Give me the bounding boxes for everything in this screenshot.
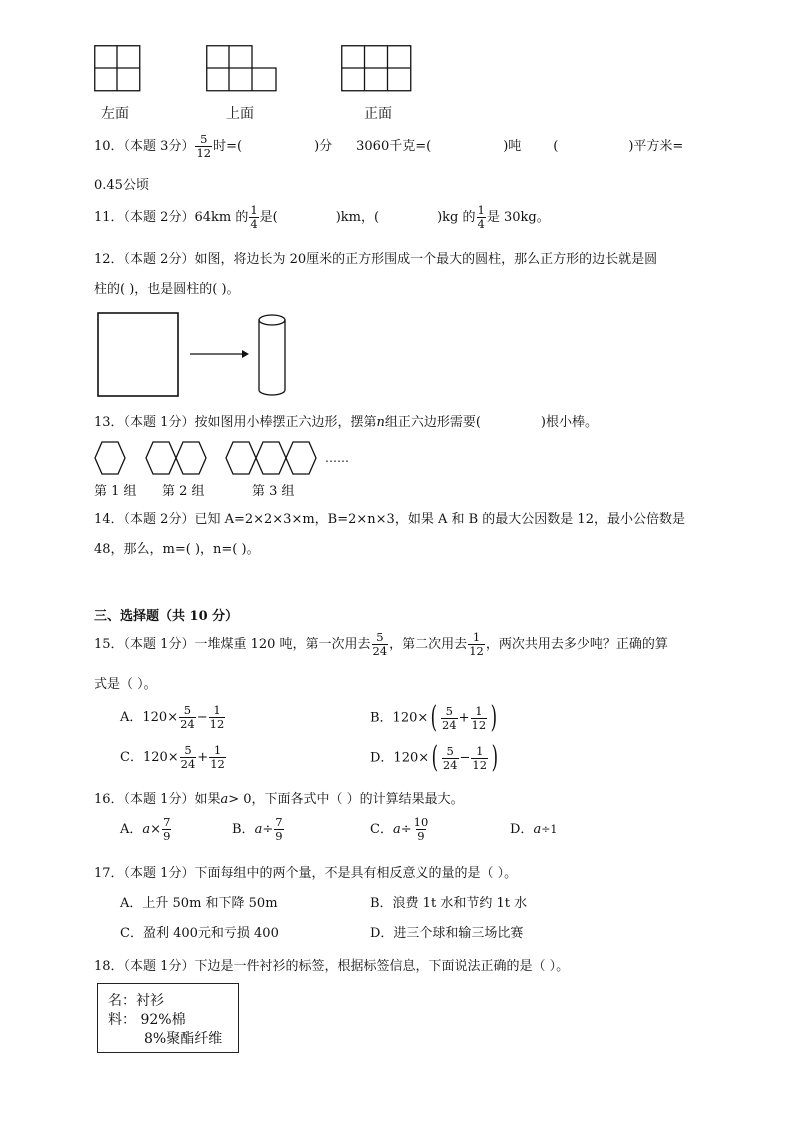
fraction-denominator: 9: [163, 829, 171, 843]
square-to-cylinder-figure: [96, 310, 296, 400]
fraction: [471, 745, 488, 772]
front-view-figure: [341, 45, 413, 92]
fraction-numerator: 5: [200, 132, 208, 146]
q14-line-2: 48，那么，m=( )，n=( )。: [94, 542, 260, 557]
minus-sign: −: [459, 750, 471, 766]
label-line-3: 8%聚酯纤维: [144, 1031, 223, 1047]
q11-fraction-1: [249, 204, 258, 231]
q10-prefix: 10．（本题 3分）: [94, 139, 195, 154]
q10-text-6: )平方米=: [628, 139, 684, 154]
fraction-denominator: 12: [210, 757, 225, 771]
q11-text-3: )kg 的: [437, 210, 476, 225]
fraction-numerator: 10: [413, 815, 429, 829]
fraction-numerator: 5: [376, 630, 384, 644]
q18-stem: 18．（本题 1分）下边是一件衬衫的标签，根据标签信息，下面说法正确的是（ ）。: [94, 959, 570, 974]
q11-fraction-2: [477, 204, 486, 231]
q16-option-b[interactable]: [232, 815, 285, 845]
option-label: C．120×: [120, 750, 179, 765]
q16-variable: a: [220, 792, 229, 807]
q17-option-b[interactable]: B．浪费 1t 水和节约 1t 水: [370, 896, 528, 911]
fraction-numerator: 5: [183, 703, 192, 717]
variable: a: [142, 822, 151, 837]
variable: a: [254, 822, 263, 837]
fraction-denominator: 4: [250, 217, 258, 231]
option-label: B．: [232, 822, 255, 837]
q12-line-2: 柱的( )，也是圆柱的( )。: [94, 282, 240, 297]
group-1-label: 第 1 组: [94, 484, 137, 499]
q16-text-1: 16．（本题 1分）如果: [94, 792, 221, 807]
q13-text-3: )根小棒。: [540, 415, 598, 430]
right-paren: ): [490, 700, 498, 735]
fraction: [441, 705, 458, 732]
q15-option-c[interactable]: [120, 743, 227, 773]
fraction: [162, 816, 171, 843]
fraction-numerator: 1: [475, 703, 483, 718]
q13-variable: n: [376, 415, 385, 430]
q15-text-2: ，第二次用去: [389, 637, 468, 652]
label-line-2: 料： 92%棉: [108, 1012, 186, 1028]
fraction-numerator: 1: [476, 743, 484, 758]
q10-text-5: (: [553, 139, 559, 154]
fraction: [209, 744, 226, 771]
option-label: D．: [510, 822, 534, 837]
fraction-denominator: 9: [417, 829, 425, 843]
fraction-denominator: 12: [469, 644, 484, 658]
option-label: A．: [120, 822, 143, 837]
fraction-numerator: 7: [163, 815, 171, 829]
group-3-label: 第 3 组: [252, 484, 295, 499]
question-11: [94, 203, 550, 233]
q11-text-1: 是(: [259, 210, 278, 225]
fraction-denominator: 12: [472, 757, 488, 772]
q12-line-1: 12．（本题 2分）如图，将边长为 20厘米的正方形围成一个最大的圆柱，那么正方形的边长就是圆: [94, 252, 658, 267]
fraction-denominator: 24: [180, 757, 196, 771]
q17-stem: 17．（本题 1分）下面每组中的两个量，不是具有相反意义的量的是（ ）。: [94, 866, 518, 881]
fraction: [274, 816, 283, 843]
fraction-numerator: 1: [472, 630, 481, 644]
q16-option-a[interactable]: [120, 815, 172, 845]
fraction: [180, 744, 197, 771]
q13-text-2: 组正六边形需要(: [384, 415, 481, 430]
fraction: [471, 705, 488, 732]
minus-sign: −: [196, 710, 208, 725]
option-label: D．120×: [370, 750, 430, 766]
fraction-numerator: 5: [445, 703, 453, 718]
operator: ÷: [262, 822, 274, 837]
q16-text-2: > 0，下面各式中（ ）的计算结果最大。: [228, 792, 464, 807]
q14-line-1: 14．（本题 2分）已知 A=2×2×3×m，B=2×n×3，如果 A 和 B 的最大公因数是 12，最小公倍数是: [94, 512, 685, 527]
fraction-numerator: 1: [213, 743, 222, 757]
label-line-1: 名：衬衫: [108, 993, 164, 1009]
section-3-heading: 三、选择题（共 10 分）: [94, 609, 239, 624]
fraction-denominator: 9: [275, 829, 283, 843]
fraction: [413, 816, 430, 843]
q15-fraction-1: [372, 631, 389, 658]
q11-text-2: )km，(: [335, 210, 380, 225]
shirt-label-box: [97, 983, 239, 1053]
q10-fraction: [195, 133, 212, 160]
top-view-figure: [206, 45, 278, 92]
fraction: [442, 745, 459, 772]
fraction-denominator: 24: [441, 717, 457, 732]
q10-text-3: 3060千克=(: [356, 139, 432, 154]
fraction-denominator: 24: [180, 717, 195, 731]
q15-text-1: 15．（本题 1分）一堆煤重 120 吨，第一次用去: [94, 637, 371, 652]
fraction-numerator: 1: [477, 203, 485, 217]
fraction: [209, 704, 226, 731]
question-15: [94, 630, 668, 660]
operator: ×: [150, 822, 162, 837]
q17-option-a[interactable]: A．上升 50m 和下降 50m: [120, 896, 278, 911]
option-label: B．120×: [370, 710, 429, 726]
q10-text-2: )分: [314, 139, 333, 154]
hexagon-groups-figure: [92, 438, 332, 478]
q15-option-a[interactable]: [120, 703, 226, 733]
option-label: C．: [370, 822, 393, 837]
fraction-denominator: 12: [471, 717, 487, 732]
fraction: [179, 704, 196, 731]
q15-line-2: 式是（ ）。: [94, 677, 157, 692]
fraction-denominator: 12: [209, 717, 225, 731]
group-2-label: 第 2 组: [162, 484, 205, 499]
fraction-numerator: 5: [446, 743, 454, 758]
plus-sign: +: [458, 710, 470, 726]
operator: ÷1: [541, 823, 558, 836]
fraction-denominator: 24: [372, 644, 388, 658]
q15-option-d[interactable]: [370, 740, 501, 775]
operator: ÷: [400, 822, 412, 837]
q11-prefix: 11．（本题 2分）64km 的: [94, 210, 249, 225]
fraction-denominator: 24: [442, 757, 458, 772]
plus-sign: +: [197, 750, 209, 765]
q15-option-b[interactable]: [370, 700, 500, 735]
fraction-numerator: 7: [275, 815, 283, 829]
q15-fraction-2: [468, 631, 485, 658]
fraction-denominator: 12: [196, 146, 212, 160]
q16-option-d[interactable]: [510, 815, 557, 845]
front-view-label: 正面: [364, 106, 392, 122]
option-label: A．120×: [120, 710, 179, 725]
left-view-figure: [94, 45, 142, 92]
q15-text-3: ，两次共用去多少吨？正确的算: [485, 637, 668, 652]
fraction-numerator: 5: [184, 743, 192, 757]
fraction-numerator: 1: [213, 703, 221, 717]
top-view-label: 上面: [226, 106, 254, 122]
q17-option-d[interactable]: D．进三个球和输三场比赛: [370, 926, 524, 941]
left-paren: (: [431, 740, 439, 775]
hexagon-ellipsis: ……: [325, 451, 349, 465]
fraction-denominator: 4: [477, 217, 485, 231]
variable: a: [392, 822, 401, 837]
q10-text-1: 时=(: [213, 139, 243, 154]
q10-text-4: )吨: [503, 139, 522, 154]
question-16: [94, 788, 464, 807]
fraction-numerator: 1: [250, 203, 258, 217]
q17-option-c[interactable]: C．盈利 400元和亏损 400: [120, 926, 279, 941]
left-paren: (: [430, 700, 438, 735]
variable: a: [533, 822, 542, 837]
question-10: [94, 132, 683, 162]
q10-line-2: 0.45公顷: [94, 178, 149, 193]
q11-text-4: 是 30kg。: [486, 210, 550, 225]
right-paren: ): [491, 740, 499, 775]
q13-text-1: 13．（本题 1分）按如图用小棒摆正六边形，摆第: [94, 415, 377, 430]
left-view-label: 左面: [101, 106, 129, 122]
question-13: [94, 411, 598, 430]
q16-option-c[interactable]: [370, 815, 430, 845]
